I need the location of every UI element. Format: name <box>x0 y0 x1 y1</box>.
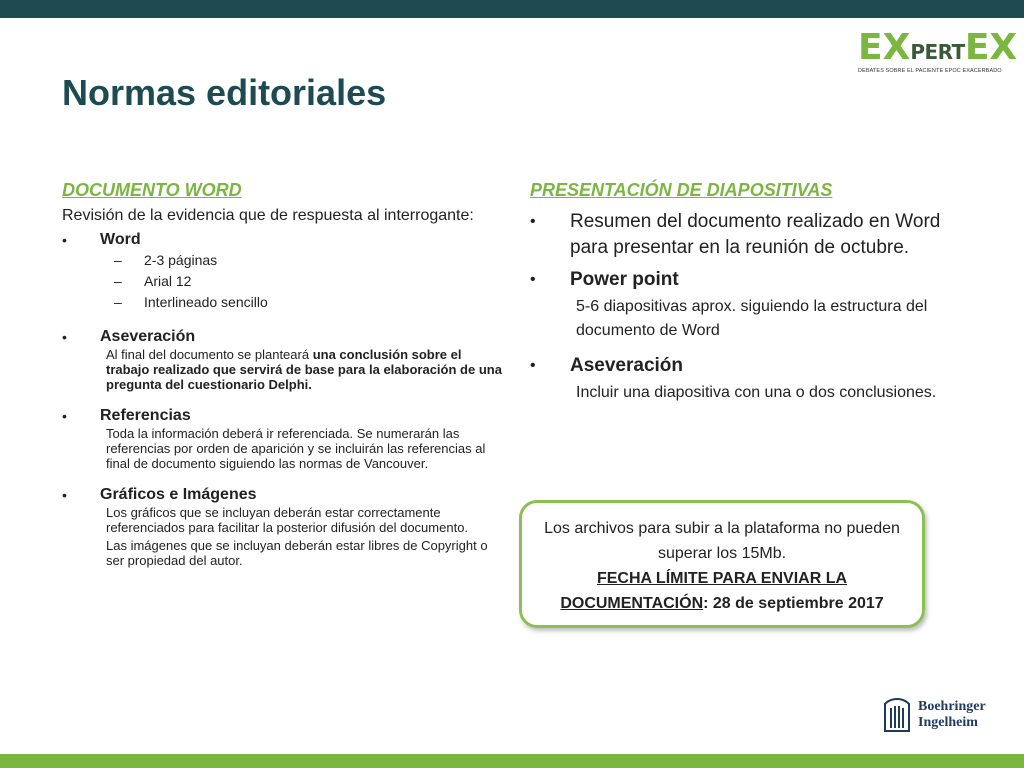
bullet-icon: • <box>530 213 536 230</box>
deadline-label: FECHA LÍMITE PARA ENVIAR LA DOCUMENTACIÓN <box>560 570 848 612</box>
dash-icon: – <box>114 252 122 268</box>
bullet-icon: • <box>62 487 67 503</box>
bullet-aseveracion <box>62 327 502 347</box>
bullet-icon: • <box>62 232 67 248</box>
presentacion-heading: PRESENTACIÓN DE DIAPOSITIVAS <box>530 180 833 200</box>
boehringer-emblem-icon <box>882 698 912 732</box>
bullet-referencias <box>62 406 502 426</box>
aseveracion-right-label: Aseveración <box>570 355 684 376</box>
bullet-graficos <box>62 485 502 505</box>
bullet-icon: • <box>530 271 536 288</box>
deadline-line <box>522 566 922 616</box>
top-bar <box>0 0 1024 18</box>
aseveracion-label: Aseveración <box>100 328 196 345</box>
right-column <box>530 180 960 415</box>
page-title: Normas editoriales <box>62 72 387 113</box>
company-name <box>918 699 986 731</box>
bottom-bar <box>0 754 1024 768</box>
graficos-label: Gráficos e Imágenes <box>100 486 257 503</box>
company-name-line1: Boehringer <box>918 699 986 714</box>
sub-item <box>114 292 502 313</box>
word-label: Word <box>100 231 141 248</box>
sub-item-text: Arial 12 <box>144 273 192 289</box>
bullet-icon: • <box>530 357 536 374</box>
bullet-aseveracion-right <box>530 353 960 379</box>
aseveracion-text-plain: Al final del documento se planteará <box>106 347 313 362</box>
bullet-icon: • <box>62 329 67 345</box>
boehringer-logo <box>882 698 986 732</box>
sub-item <box>114 250 502 271</box>
aseveracion-text-bold: una conclusión sobre el trabajo realizado que servirá de base para la elaboración de una pregunta del cuestionario Delphi. <box>106 347 502 392</box>
powerpoint-text: 5-6 diapositivas aprox. siguiendo la estructura del documento de Word <box>576 298 928 339</box>
sub-item <box>114 271 502 292</box>
upload-limit-text: Los archivos para subir a la plataforma no pueden superar los 15Mb. <box>544 520 900 562</box>
intro-text: Revisión de la evidencia que de respuesta al interrogante: <box>62 207 474 224</box>
deadline-separator: : <box>703 595 713 612</box>
expertex-logo <box>858 27 1018 76</box>
graficos-text-1: Los gráficos que se incluyan deberán estar correctamente referenciados para facilitar la posterior difusión del documento. <box>106 505 469 535</box>
left-column <box>62 180 502 568</box>
deadline-notice-box <box>519 500 925 628</box>
referencias-text: Toda la información deberá ir referenciada. Se numerarán las referencias por orden de aparición y se incluirán las referencias al final de documento siguiendo las normas de Vancouver. <box>106 426 486 471</box>
logo-tagline: DEBATES SOBRE EL PACIENTE EPOC EXACERBADO <box>858 68 1002 74</box>
powerpoint-label: Power point <box>570 269 679 290</box>
aseveracion-right-text: Incluir una diapositiva con una o dos conclusiones. <box>576 384 937 401</box>
logo-wordmark: E X PERT E X <box>858 27 1018 68</box>
deadline-date: 28 de septiembre 2017 <box>712 595 884 612</box>
referencias-label: Referencias <box>100 407 191 424</box>
bullet-resumen <box>530 209 960 261</box>
documento-word-heading: DOCUMENTO WORD <box>62 180 242 200</box>
dash-icon: – <box>114 273 122 289</box>
graficos-text-2: Las imágenes que se incluyan deberán estar libres de Copyright o ser propiedad del autor. <box>106 538 488 568</box>
sub-item-text: 2-3 páginas <box>144 252 218 268</box>
sub-item-text: Interlineado sencillo <box>144 294 268 310</box>
dash-icon: – <box>114 294 122 310</box>
resumen-text: Resumen del documento realizado en Word para presentar en la reunión de octubre. <box>570 211 941 258</box>
bullet-powerpoint <box>530 267 960 293</box>
aseveracion-text <box>106 347 502 392</box>
bullet-word <box>62 230 502 250</box>
company-name-line2: Ingelheim <box>918 715 978 730</box>
bullet-icon: • <box>62 408 67 424</box>
